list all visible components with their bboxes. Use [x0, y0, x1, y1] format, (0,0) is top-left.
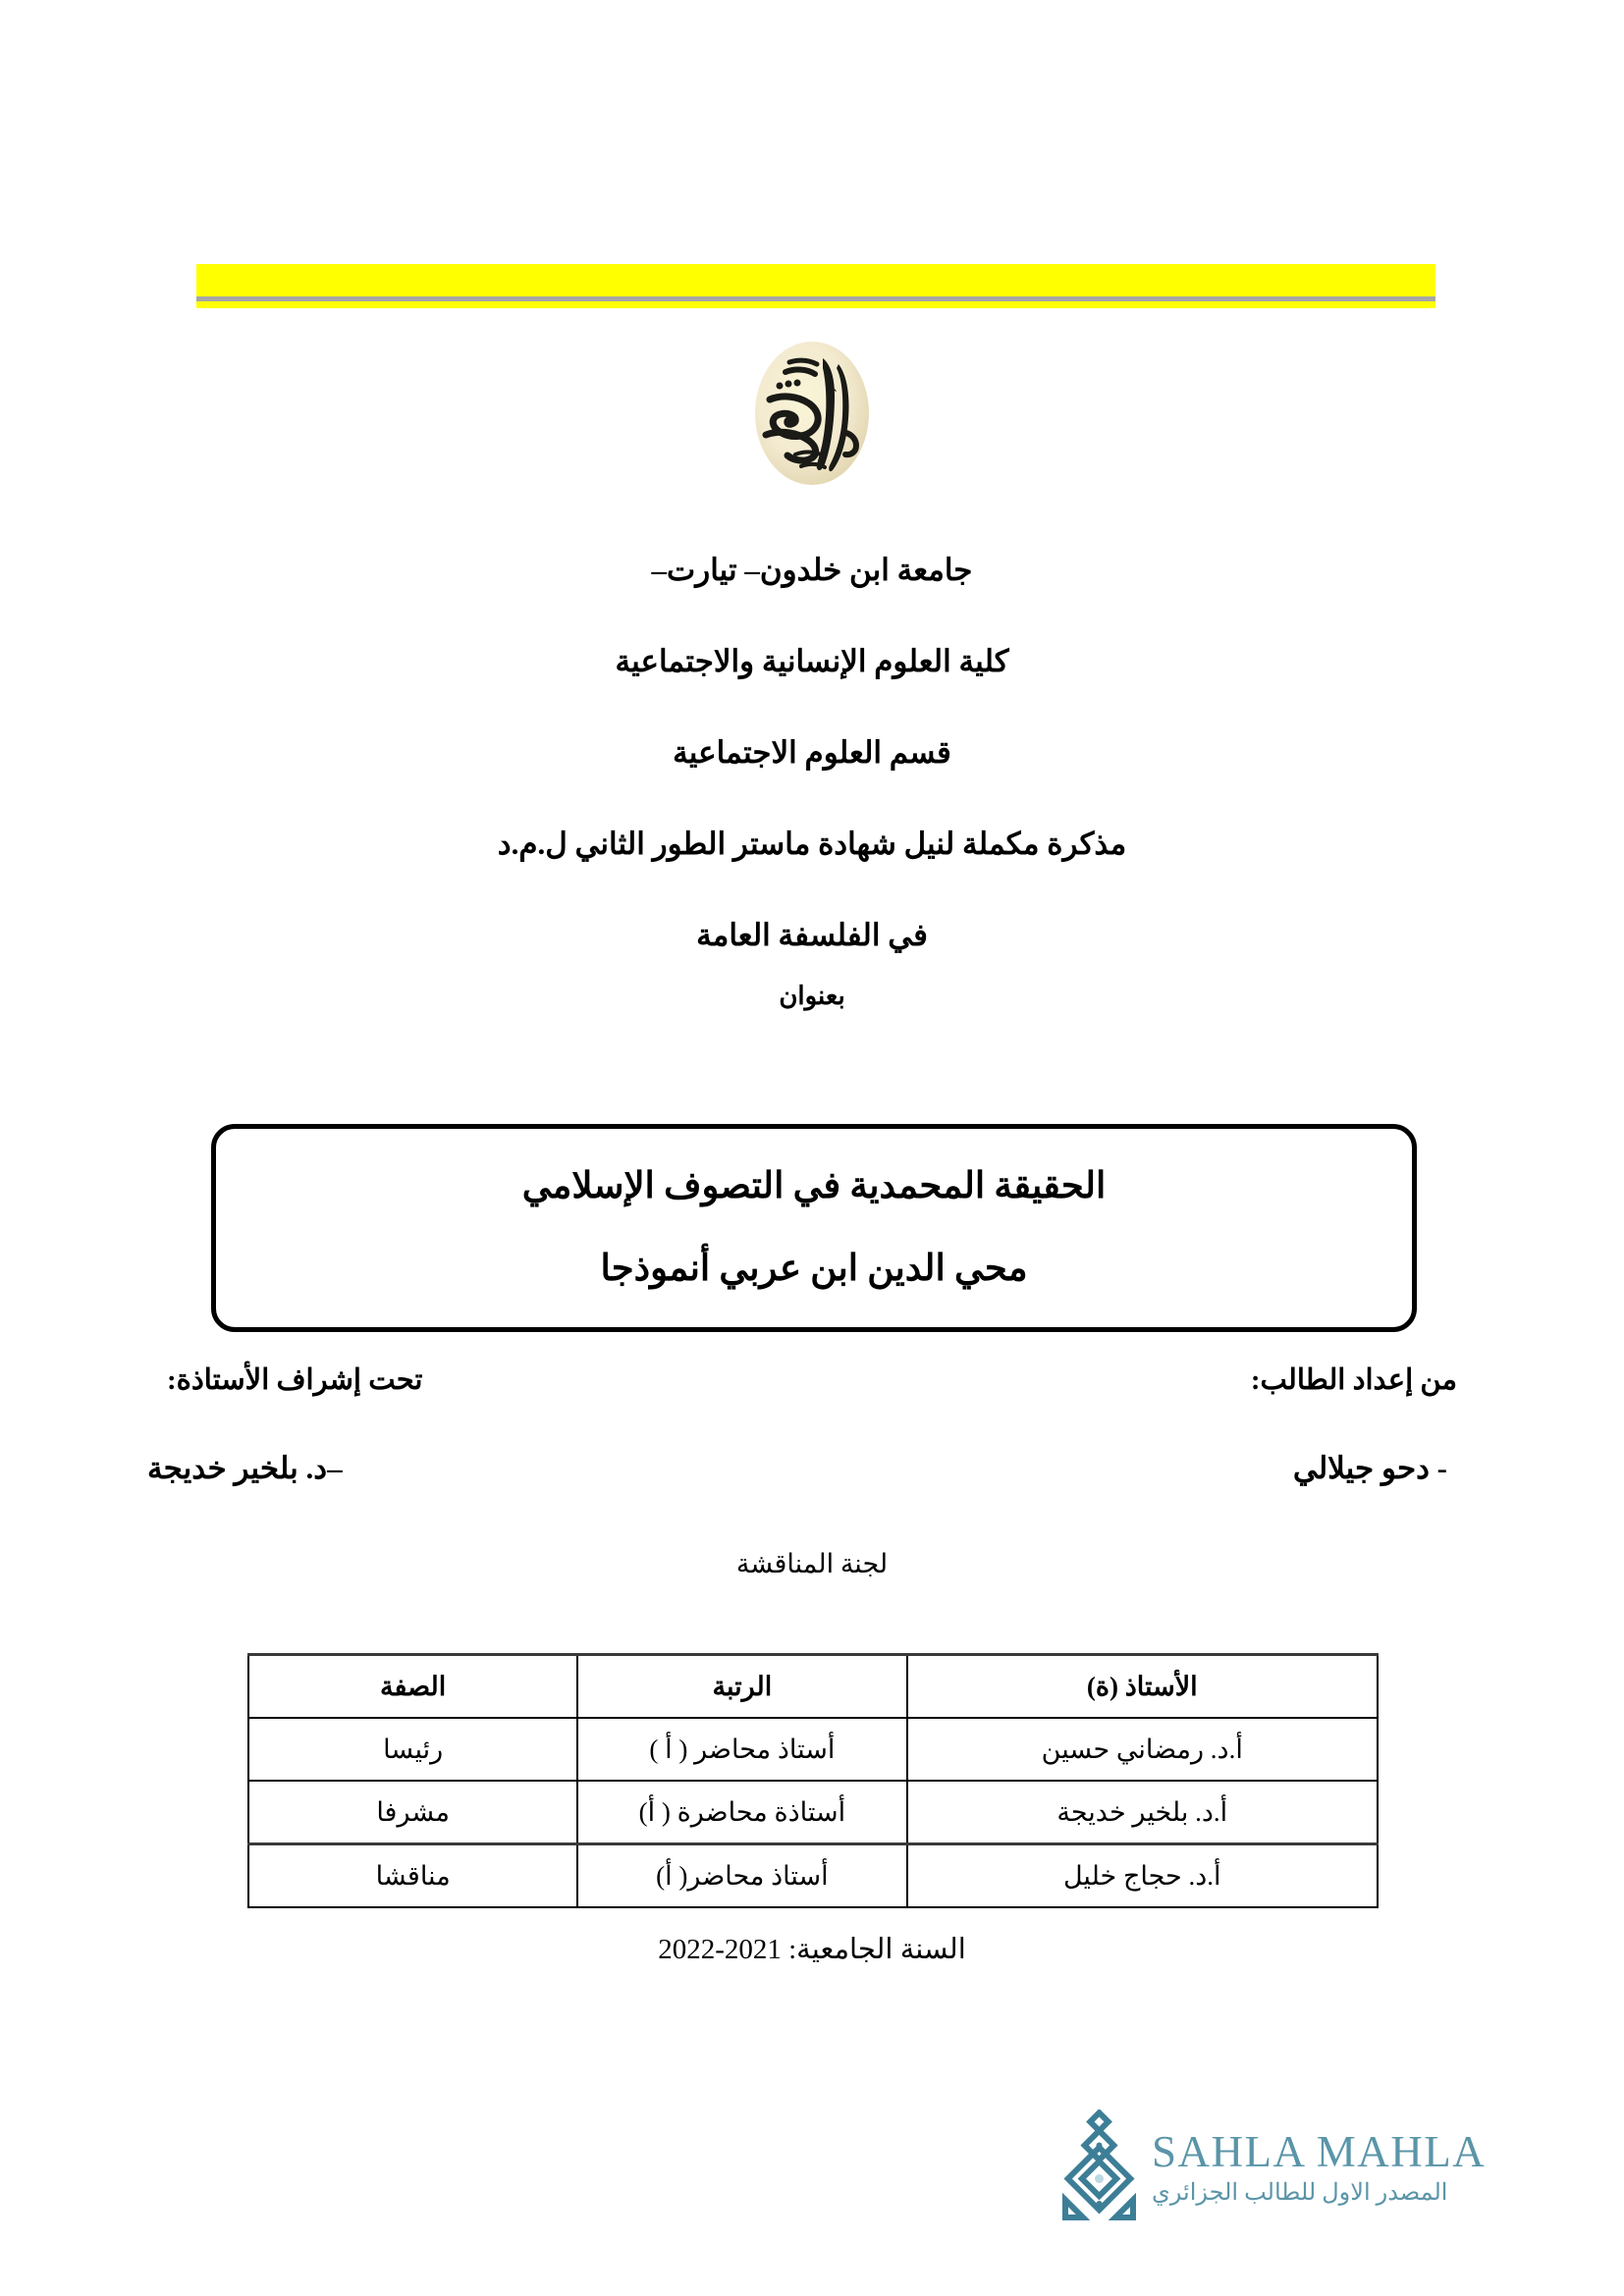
- titled-label: بعنوان: [779, 982, 845, 1010]
- student-label-col: [1251, 1362, 1457, 1397]
- university-name: جامعة ابن خلدون– تيارت–: [651, 553, 973, 587]
- table-row: [248, 1781, 1378, 1844]
- column-header-role: الصفة: [248, 1655, 577, 1719]
- thesis-title-box: [211, 1124, 1417, 1332]
- header-text-block: [0, 555, 1624, 1009]
- watermark-brand: SAHLA MAHLA: [1152, 2126, 1487, 2176]
- thesis-title-line-1: الحقيقة المحمدية في التصوف الإسلامي: [521, 1165, 1107, 1206]
- table-row: [248, 1718, 1378, 1781]
- department-name: قسم العلوم الاجتماعية: [673, 735, 951, 770]
- sahla-mahla-diamond-icon: [1056, 2109, 1146, 2229]
- yellow-header-banner: [196, 264, 1435, 308]
- cell-role: مناقشا: [248, 1844, 577, 1908]
- credits-names-row: [147, 1451, 1447, 1486]
- table-row: [248, 1844, 1378, 1908]
- supervisor-name-col: [147, 1451, 343, 1486]
- banner-gray-rule: [196, 296, 1435, 301]
- table-header-row: [248, 1655, 1378, 1719]
- student-label: من إعداد الطالب:: [1250, 1364, 1457, 1396]
- column-header-professor: الأستاذ (ة): [907, 1655, 1378, 1719]
- cell-role: مشرفا: [248, 1781, 577, 1844]
- cell-role: رئيسا: [248, 1718, 577, 1781]
- degree-note: مذكرة مكملة لنيل شهادة ماستر الطور الثاني ل.م.د: [497, 827, 1127, 861]
- cell-professor: أ.د. رمضاني حسين: [907, 1718, 1378, 1781]
- jury-table-head: [248, 1655, 1378, 1719]
- jury-table: [247, 1653, 1379, 1908]
- supervisor-name: –د. بلخير خديجة: [147, 1451, 343, 1485]
- column-header-rank: الرتبة: [577, 1655, 906, 1719]
- student-name-col: [1293, 1451, 1447, 1486]
- thesis-title-line-2: محي الدين ابن عربي أنموذجا: [600, 1248, 1028, 1289]
- specialty-name: في الفلسفة العامة: [696, 918, 928, 952]
- emblem-container: [0, 339, 1624, 488]
- jury-table-body: [248, 1718, 1378, 1907]
- academic-year: السنة الجامعية: 2021-2022: [658, 1934, 966, 1965]
- cell-rank: أستاذ محاضر ( أ ): [577, 1718, 906, 1781]
- jury-heading: لجنة المناقشة: [735, 1549, 889, 1578]
- cell-rank: أستاذة محاضرة ( أ): [577, 1781, 906, 1844]
- cell-rank: أستاذ محاضر( أ): [577, 1844, 906, 1908]
- cell-professor: أ.د. حجاج خليل: [907, 1844, 1378, 1908]
- supervisor-label-col: [167, 1362, 423, 1397]
- watermark-tagline: المصدر الاول للطالب الجزائري: [1152, 2179, 1448, 2206]
- cell-professor: أ.د. بلخير خديجة: [907, 1781, 1378, 1844]
- university-emblem: [729, 339, 895, 488]
- sahla-mahla-watermark: [1056, 2106, 1507, 2233]
- student-name: - دحو جيلالي: [1292, 1451, 1447, 1485]
- watermark-text-block: [1152, 2126, 1487, 2209]
- faculty-name: كلية العلوم الإنسانية والاجتماعية: [615, 644, 1009, 678]
- supervisor-label: تحت إشراف الأستاذة:: [167, 1364, 423, 1396]
- credits-labels-row: [167, 1362, 1457, 1397]
